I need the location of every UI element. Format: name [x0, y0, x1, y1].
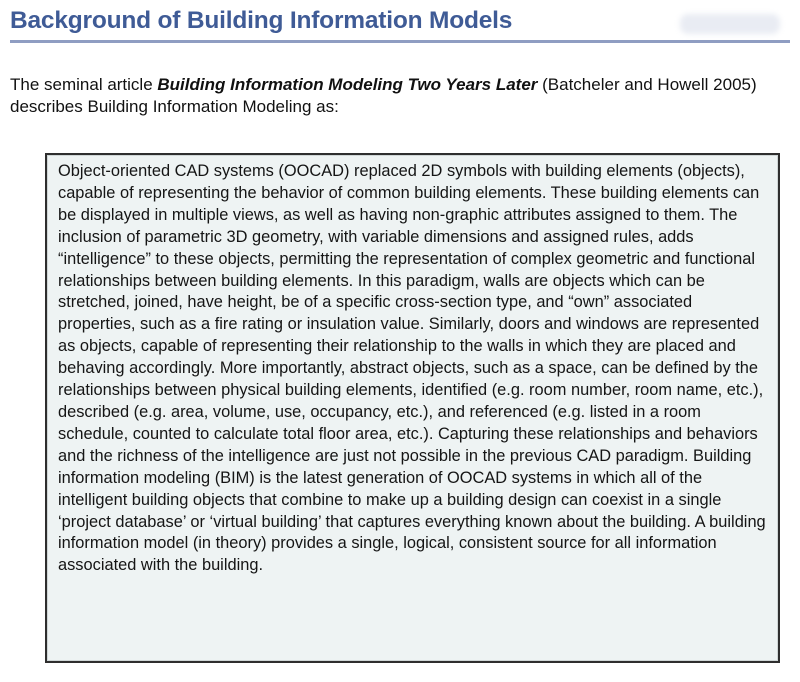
intro-paragraph — [10, 74, 770, 118]
article-title: Building Information Modeling Two Years Later — [157, 75, 538, 94]
blurred-header-tag — [680, 14, 780, 34]
section-heading — [10, 6, 790, 43]
quote-box — [45, 153, 780, 663]
intro-suffix: (Batcheler and Howell 2005) describes Building Information Modeling as: — [10, 75, 757, 116]
quote-text: Object-oriented CAD systems (OOCAD) replaced 2D symbols with building elements (objects), capable of representing the behavior of common building elements. These building elements can be displayed in multiple views, as well as having non-graphic attributes assigned to them. The inclusion of parametric 3D geometry, with variable dimensions and assigned rules, adds “intelligence” to these objects, permitting the representation of complex geometric and functional relationships between building elements. In this paradigm, walls are objects which can be stretched, joined, have height, be of a specific cross-section type, and “own” associated properties, such as a fire rating or insulation value. Similarly, doors and windows are represented as objects, capable of representing their relationship to the walls in which they are placed and behaving accordingly. More importantly, abstract objects, such as a space, can be defined by the relationships between physical building elements, identified (e.g. room number, room name, etc.), described (e.g. area, volume, use, occupancy, etc.), and referenced (e.g. listed in a room schedule, counted to calculate total floor area, etc.). Capturing these relationships and behaviors and the richness of the intelligence are just not possible in the previous CAD paradigm. Building information modeling (BIM) is the latest generation of OOCAD systems in which all of the intelligent building objects that combine to make up a building design can coexist in a single ‘project database’ or ‘virtual building’ that captures everything known about the building. A building information model (in theory) provides a single, logical, consistent source for all information associated with the building. — [58, 162, 766, 575]
page-title: Background of Building Information Models — [10, 7, 513, 34]
intro-prefix: The seminal article — [10, 75, 158, 94]
